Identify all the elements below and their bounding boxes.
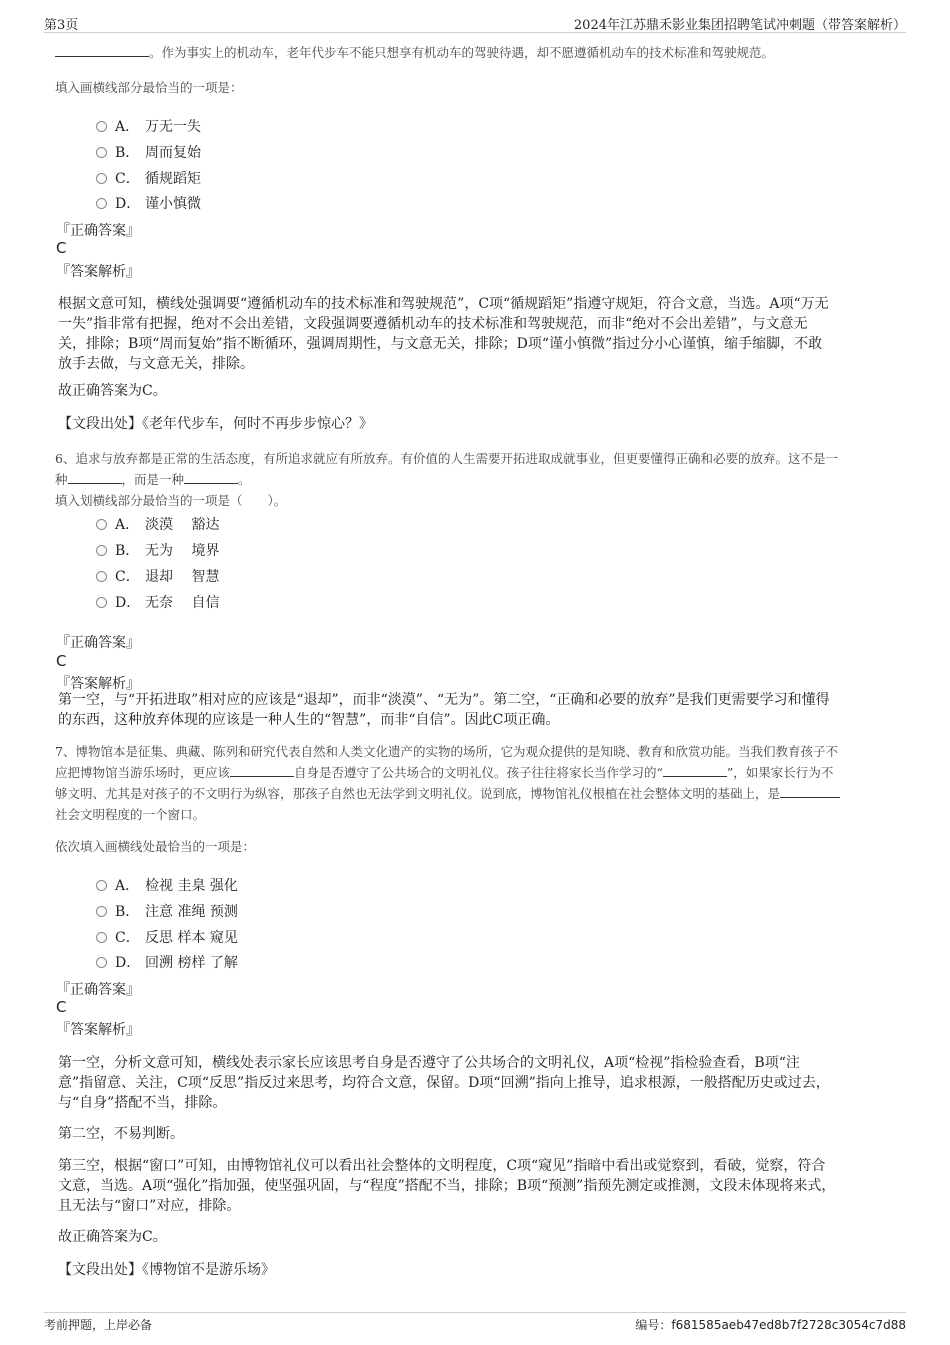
q5-option-a[interactable]: A． 万无一失 [96, 116, 201, 136]
q7-option-a[interactable]: A． 检视 圭臬 强化 [96, 875, 238, 895]
page-footer [44, 1312, 906, 1332]
page-header [44, 10, 906, 33]
q7-conclusion: 故正确答案为C。 [58, 1229, 167, 1245]
q6-option-a[interactable]: A． 淡漠 豁达 [96, 514, 219, 534]
q5-stem: 。作为事实上的机动车，老年代步车不能只想享有机动车的驾驶待遇，却不愿遵循机动车的技术标准和驾驶规范。 [55, 42, 774, 63]
q6-option-d[interactable]: D． 无奈 自信 [96, 592, 219, 612]
radio-icon[interactable] [96, 932, 107, 943]
footer-doc-id: 编号：f681585aeb47ed8b7f2728c3054c7d88 [635, 1318, 906, 1332]
radio-icon[interactable] [96, 519, 107, 530]
q7-blank-2 [663, 776, 727, 777]
q7-stem: 7、博物馆本是征集、典藏、陈列和研究代表自然和人类文化遗产的实物的场所，它为观众提供的是知晓、教育和欣赏功能。当我们教育孩子不 应把博物馆当游乐场时，更应该 自身是否遵守了公共场合的文明礼仪。孩子往往将家长当作学习的“ ”，如果家长行为不 够文明、尤其是对孩子的不文明行为纵容，那孩子自然也无法学到文明礼仪。说到底，博物馆礼仪根植在社会整体文明的基础上，是 社会文明程度的一个窗口。 [55, 741, 905, 825]
q7-option-b[interactable]: B． 注意 准绳 预测 [96, 901, 238, 921]
q5-option-c[interactable]: C． 循规蹈矩 [96, 168, 201, 188]
radio-icon[interactable] [96, 147, 107, 158]
q5-blank [55, 56, 149, 57]
q6-answer: C [56, 652, 67, 670]
radio-icon[interactable] [96, 597, 107, 608]
q7-analysis-para-1: 第一空，分析文意可知，横线处表示家长应该思考自身是否遵守了公共场合的文明礼仪，A项“检视”指检验查看，B项“注 意”指留意、关注，C项“反思”指反过来思考，均符合文意，保留。D项“回溯”指向上推导，追求根源，一般搭配历史或过去， 与“自身”搭配不当，排除。 [58, 1055, 830, 1111]
radio-icon[interactable] [96, 545, 107, 556]
radio-icon[interactable] [96, 957, 107, 968]
radio-icon[interactable] [96, 880, 107, 891]
radio-icon[interactable] [96, 906, 107, 917]
q7-answer-label: 『正确答案』 [56, 982, 140, 998]
q7-source: 【文段出处】《博物馆不是游乐场》 [58, 1262, 275, 1278]
q5-option-d[interactable]: D． 谨小慎微 [96, 193, 201, 213]
q6-answer-label: 『正确答案』 [56, 635, 140, 651]
q6-option-c[interactable]: C． 退却 智慧 [96, 566, 219, 586]
radio-icon[interactable] [96, 198, 107, 209]
q5-analysis-label: 『答案解析』 [56, 264, 140, 280]
radio-icon[interactable] [96, 571, 107, 582]
q7-analysis-para-2: 第二空，不易判断。 [58, 1126, 184, 1142]
q6-blank-2 [184, 483, 238, 484]
q5-prompt: 填入画横线部分最恰当的一项是： [55, 80, 243, 95]
q7-analysis-label: 『答案解析』 [56, 1022, 140, 1038]
q6-blank-1 [68, 483, 122, 484]
page-number: 第3页 [44, 18, 79, 33]
q7-blank-3 [780, 797, 840, 798]
q7-blank-1 [230, 776, 294, 777]
q7-prompt: 依次填入画横线处最恰当的一项是： [55, 839, 256, 854]
q5-option-b[interactable]: B． 周而复始 [96, 142, 201, 162]
q6-analysis: 第一空，与“开拓进取”相对应的应该是“退却”，而非“淡漠”、“无为”。第二空，“正确和必要的放弃”是我们更需要学习和懂得 的东西，这种放弃体现的应该是一种人生的“智慧”，而非“自信”。因此C项正确。 [58, 692, 830, 728]
q6-prompt: 填入划横线部分最恰当的一项是（ ）。 [55, 493, 287, 508]
q7-analysis-para-3: 第三空，根据“窗口”可知，由博物馆礼仪可以看出社会整体的文明程度，C项“窥见”指暗中看出或觉察到，看破，觉察，符合 文意，当选。A项“强化”指加强，使坚强巩固，与“程度”搭配不当，排除；B项“预测”指预先测定或推测，文段未体现将来式， 且无法与“窗口”对应，排除。 [58, 1158, 836, 1214]
radio-icon[interactable] [96, 173, 107, 184]
q5-source: 【文段出处】《老年代步车，何时不再步步惊心？》 [58, 416, 373, 432]
q6-analysis-label: 『答案解析』 [56, 676, 140, 692]
q5-analysis: 根据文意可知，横线处强调要“遵循机动车的技术标准和驾驶规范”，C项“循规蹈矩”指遵守规矩，符合文意，当选。A项“万无 一失”指非常有把握，绝对不会出差错，文段强调要遵循机动车的技术标准和驾驶规范，而非“绝对不会出差错”，与文意无 关，排除；B项“周而复始”指不断循环，强调周期性，与文意无关，排除；D项“谨小慎微”指过分小心谨慎，缩手缩脚，不敢 放手去做，与文意无关，排除。 [58, 296, 829, 372]
q5-conclusion: 故正确答案为C。 [58, 383, 167, 399]
q5-answer-label: 『正确答案』 [56, 223, 140, 239]
q6-stem: 6、追求与放弃都是正常的生活态度，有所追求就应有所放弃。有价值的人生需要开拓进取成就事业，但更要懂得正确和必要的放弃。这不是一 种 ，而是一种 。 [55, 451, 838, 487]
q7-answer: C [56, 998, 67, 1016]
footer-slogan: 考前押题，上岸必备 [44, 1318, 153, 1332]
q6-option-b[interactable]: B． 无为 境界 [96, 540, 219, 560]
document-title: 2024年江苏鼎禾影业集团招聘笔试冲刺题（带答案解析） [573, 18, 906, 33]
radio-icon[interactable] [96, 121, 107, 132]
q7-option-c[interactable]: C． 反思 样本 窥见 [96, 927, 238, 947]
q7-option-d[interactable]: D． 回溯 榜样 了解 [96, 952, 238, 972]
q5-answer: C [56, 239, 67, 257]
